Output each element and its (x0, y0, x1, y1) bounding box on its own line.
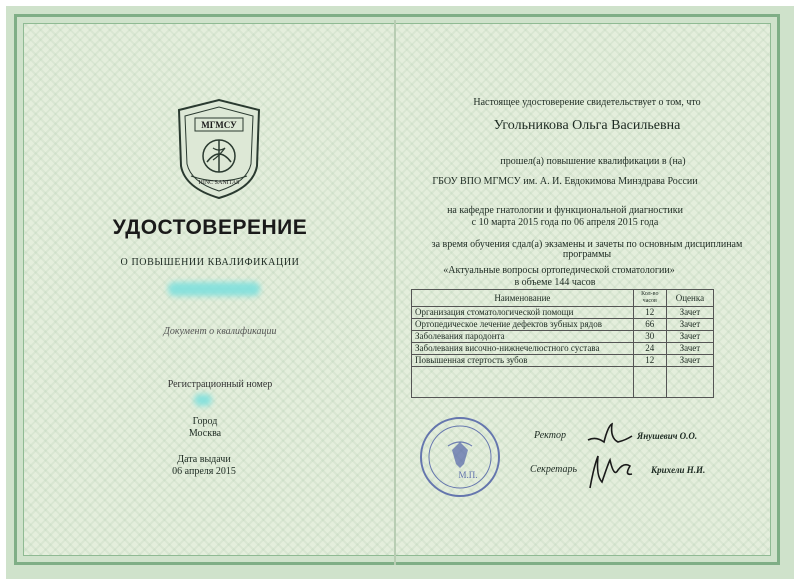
course-name: Заболевания височно-нижнечелюстного сустава (412, 343, 634, 355)
left-page (0, 0, 394, 585)
table-row (412, 355, 714, 367)
issue-date-value: 06 апреля 2015 (172, 466, 236, 477)
table-row (412, 331, 714, 343)
column-header-name: Наименование (412, 290, 634, 307)
department-text: на кафедре гнатологии и функциональной диагностики (447, 205, 683, 216)
table-row (412, 307, 714, 319)
program-title: «Актуальные вопросы ортопедической стоматологии» (443, 265, 675, 276)
redacted-registration (194, 394, 212, 406)
table-row (412, 319, 714, 331)
table-header-row (412, 290, 714, 307)
course-grade: Зачет (666, 331, 713, 343)
course-hours: 24 (633, 343, 666, 355)
passed-text: прошел(а) повышение квалификации в (на) (500, 156, 686, 167)
document-label: Документ о квалификации (163, 326, 277, 337)
course-name: Повышенная стертость зубов (412, 355, 634, 367)
city-value: Москва (188, 428, 222, 439)
emblem-motto: HINC SANITAS (198, 180, 240, 186)
column-header-hours: Кол-во часов (633, 290, 666, 307)
university-emblem (173, 96, 265, 200)
course-grade: Зачет (666, 355, 713, 367)
table-row-empty (412, 367, 714, 398)
intro-text: Настоящее удостоверение свидетельствует о том, что (473, 97, 701, 108)
registration-label: Регистрационный номер (167, 379, 273, 390)
certificate-title: УДОСТОВЕРЕНИЕ (112, 216, 308, 239)
period-text: с 10 марта 2015 года по 06 апреля 2015 года (471, 217, 659, 228)
redacted-field (168, 282, 260, 296)
official-stamp (404, 416, 516, 498)
course-hours: 12 (633, 355, 666, 367)
institution-text: ГБОУ ВПО МГМСУ им. А. И. Евдокимова Минздрава России (432, 176, 698, 187)
holder-name: Угольникова Ольга Васильевна (493, 118, 681, 133)
courses-table (411, 289, 714, 398)
course-hours: 66 (633, 319, 666, 331)
course-name: Ортопедическое лечение дефектов зубных рядов (412, 319, 634, 331)
emblem-abbr: МГМСУ (201, 120, 237, 130)
course-grade: Зачет (666, 343, 713, 355)
exams-text-2: программы (562, 249, 612, 260)
program-volume: в объеме 144 часов (514, 277, 596, 288)
course-name: Организация стоматологической помощи (412, 307, 634, 319)
rector-signature (584, 420, 634, 448)
column-header-grade: Оценка (666, 290, 713, 307)
certificate-subtitle: О ПОВЫШЕНИИ КВАЛИФИКАЦИИ (120, 257, 300, 268)
stamp-mark: М.П. (458, 470, 478, 480)
secretary-label: Секретарь (530, 464, 578, 475)
course-grade: Зачет (666, 319, 713, 331)
exams-text: за время обучения сдал(а) экзамены и зачеты по основным дисциплинам (431, 239, 743, 250)
rector-label: Ректор (534, 430, 566, 441)
course-grade: Зачет (666, 307, 713, 319)
table-row (412, 343, 714, 355)
issue-date-label: Дата выдачи (177, 454, 231, 465)
course-name: Заболевания пародонта (412, 331, 634, 343)
secretary-name: Крихели Н.И. (651, 465, 706, 475)
course-hours: 30 (633, 331, 666, 343)
course-hours: 12 (633, 307, 666, 319)
city-label: Город (192, 416, 218, 427)
secretary-signature (584, 452, 638, 492)
rector-name: Янушевич О.О. (637, 431, 698, 441)
